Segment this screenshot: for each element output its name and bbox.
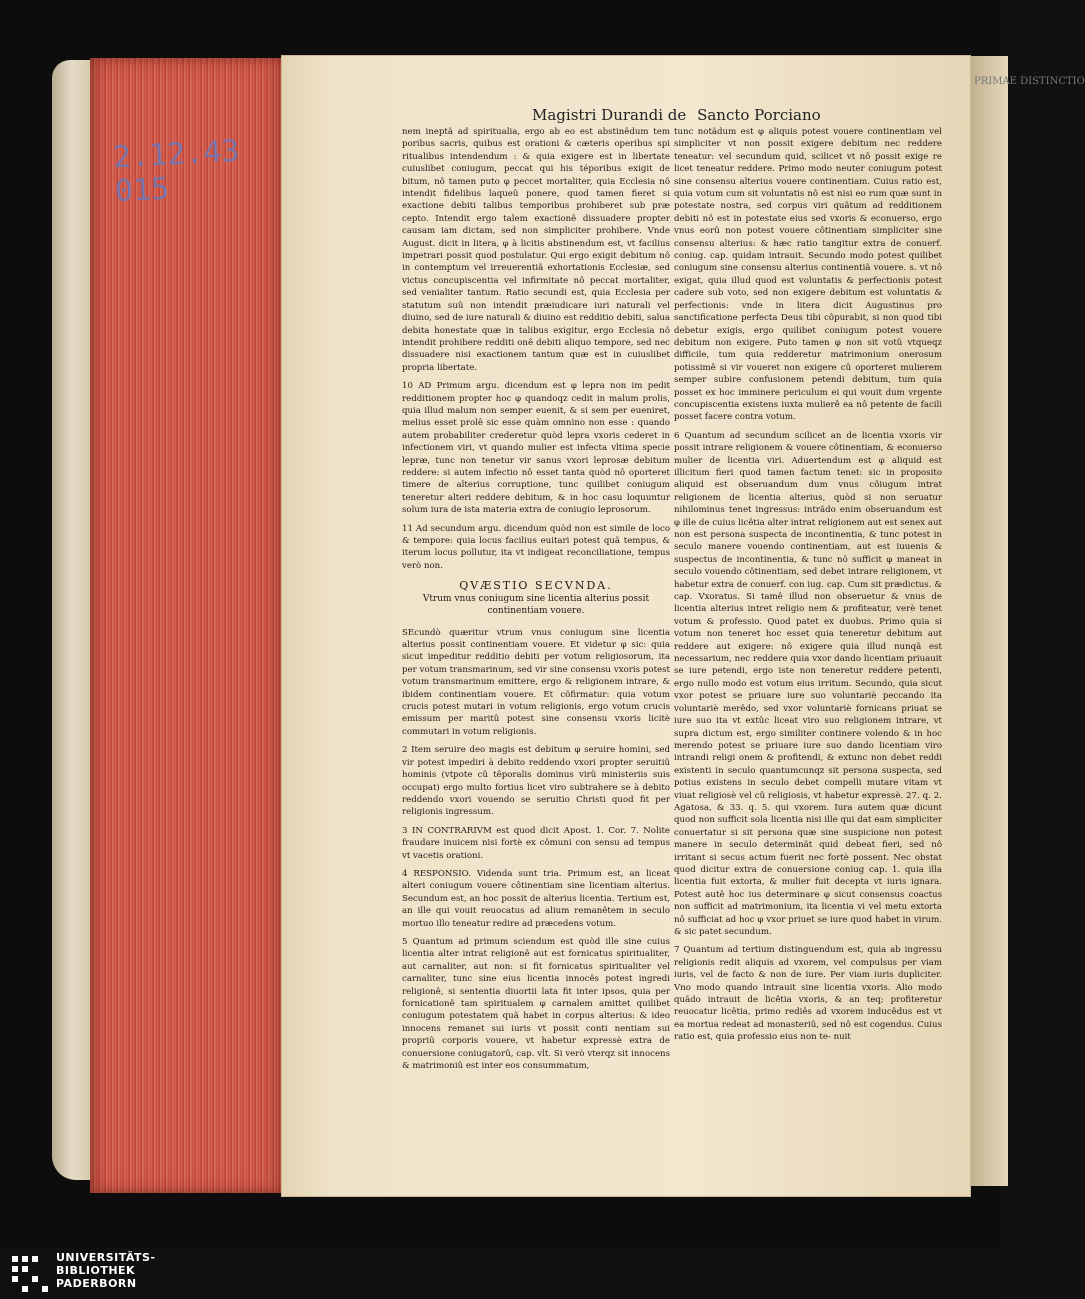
shelfmark-line-2: 015 <box>114 171 170 210</box>
paragraph: SEcundò quæritur vtrum vnus coniugum sine licentia alterius possit continentiam vouere. Et videtur φ sic: quia sicut impeditur redditio debiti per votum religiosorum, ita per votum transmarinum, sed vir sine consensu vxoris potest votum transmarinum emittere, ergo & religionem intrare, & ibidem continentiam vouere. Et cõfirmatur: quia votum crucis potest mutari in votum religionis, ergo votum crucis emissum per maritû potest sine consensu vxoris licitè commutari in votum religionis. <box>402 627 670 737</box>
paragraph: 2 Item seruire deo magis est debitum φ seruire homini, sed vir potest impediri à debito reddendo vxori propter seruitiû hominis (vtpote cû têporalis dominus virû ministeriis suis occupat) ergo multo fortius licet viro subtrahere se à debito reddendo vxori vouendo se seruitio Christi quod fit per religionis ingressum. <box>402 745 670 818</box>
paragraph: 4 RESPONSIO. Videnda sunt tria. Primum est, an liceat alteri coniugum vouere côtinentiam sine licentiam alterius. Secundum est, an hoc possit de alterius licentia. Tertium est, an ille qui vouit reuocatus ad alium remanêtem in seculo mortuo illo teneatur redire ad præcedens votum. <box>402 868 670 929</box>
paragraph: 6 Quantum ad secundum scilicet an de licentia vxoris vir possit intrare religionem & vouere côtinentiam, & econuerso mulier de licentia viri. Aduertendum est φ aliquid est illicitum fieri quod tamen factum tenet: sic in proposito aliquid est obseruandum dum vnus côiugum intrat religionem de licentia alterius, quòd si non seruatur nihilominus tenet ingressus: intrãdo enim obseruandum est φ ille de cuius licêtia alter intrat religionem aut est senex aut non est persona suspecta de incontinentia, & tunc potest in seculo manere vouendo continentiam, aut est iuuenis & suspectus de incontinentia, & tunc nô sufficit φ maneat in seculo vouendo côtinentiam, sed debet intrare religionem, vt habetur extra de conuerf. con iug. cap. Cum sit prædictus. & cap. Vxoratus. Si tamê illud non obseruetur & vnus de licentia alterius intret religio nem & profiteatur, verè tenet votum & professio. Quod patet ex duobus. Primo quia si votum non teneret hoc esset quia teneretur debitum aut reddere aut exigere: nô exigere quia illud nunqã est necessarium, nec reddere quia vxor dando licentiam priuauit se iure petendi, ergo iste non teneretur reddere petenti, ergo nullo modo est votum eius irritum. Secundo, quia sicut vxor potest se priuare iure suo voluntariè peccando ita voluntariè merêdo, sed vxor voluntariè fornicans priuat se iure suo ita vt extûc liceat viro suo religionem intrare, vt supra dictum est, ergo similiter continere volendo & in hoc merendo potest se priuare iure suo dando licentiam viro intrandi religi onem & profitendi, & extunc non debet reddi existenti in seculo quantumcunqz sit persona suspecta, sed potius existens in seculo debet compelli mutare vitam vt viuat religiosè vel cû religiosis, vt habetur expressè. 27. q. 2. Agatosa, & 33. q. 5. qui vxorem. Iura autem quæ dicunt quod non sufficit sola licentia nisi ille qui dat eam simpliciter conuertatur si sit persona quæ sine suspicione non potest manere in seculo determinãt quid debeat fieri, sed nô irritant si secus actum fuerit nec fortè possent. Nec obstat quod dicitur extra de conuersione coniug cap. 1. quia illa licentia fuit extorta, & mulier fuit decepta vt iuris ignara. Potest autê hoc ius determinare φ sicut consensus coactus non sufficit ad matrimonium, ita licentia vi vel metu extorta nô sufficiat ad hoc φ vxor priuet se iure quod habet in virum. & sic patet secundum. <box>674 430 942 937</box>
library-logo-icon <box>12 1256 48 1292</box>
left-column <box>402 126 670 1078</box>
paragraph: 3 IN CONTRARIVM est quod dicit Apost. 1. Cor. 7. Nolite fraudare inuicem nisi fortè ex cômuni con sensu ad tempus vt vacetis orationi. <box>402 825 670 861</box>
paragraph: nem ineptã ad spiritualia, ergo ab eo est abstinêdum tem poribus sacris, quibus est orationi & cæteris operibus spi ritualibus intendendum : & quia exigere est in libertate cuiuslibet coniugum, peccat qui his téporibus exigit de bitum, nô tamen puto φ peccet mortaliter, quia Ecclesia nô intendit fidelibus laqueû ponere, quod tamen fieret si exactione debiti talibus temporibus prohiberet sub præ cepto. Intendit ergo talem exactionê dissuadere propter causam iam dictam, sed non simpliciter prohibere. Vnde August. dicit in litera, φ à licitis abstinendum est, vt facilius impetrari possit quod postulatur. Qui ergo exigit debitum nô in contemptum vel irreuerentiã exhortationis Ecclesiæ, sed victus concupiscentia vel infirmitate nô peccat mortaliter, sed venialiter tantum. Ratio secundi est, quia Ecclesia per statutum suû non intendit præiudicare iuri naturali vel diuino, sed de iure naturali & diuino est redditio debiti, salua debita honestate quæ in talibus exigitur, ergo Ecclesia nô intendit prohibere redditi onê debiti aliquo tempore, sed nec dissuadere nisi exactionem tantum quæ est in cuiuslibet propria libertate. <box>402 127 670 373</box>
paragraph: 10 AD Primum argu. dicendum est φ lepra non im pedit redditionem propter hoc φ quandoqz cedit in malum prolis, quia illud malum non semper euenit, & si sem per eueniret, melius esset prolê sic esse quàm omnino non esse : quando autem probabiliter crederetur quòd lepra vxoris cederet in infectionem viri, vt quando mulier est infecta vltima specie lepræ, tunc non tenetur vir sanus vxori leprosæ debitum reddere: si autem infectio nô esset tanta quòd nô oporteret timere de alterius corruptione, tunc quilibet coniugum teneretur alteri reddere debitum, & in hoc casu loquuntur solum iura de ista materia extra de coniugio leprosorum. <box>402 381 670 516</box>
library-name-line: UNIVERSITÄTS- <box>56 1251 156 1264</box>
shelfmark-line-1: 2.12.43 <box>112 133 241 176</box>
paragraph: 11 Ad secundum argu. dicendum quòd non est simile de loco & tempore: quia locus facilius euitari potest quã tempus, & iterum locus pollutur, ita vt indigeat reconciliatione, tempus verò non. <box>402 523 670 571</box>
running-head <box>532 106 827 124</box>
running-head-right: Sancto Porciano <box>697 106 821 124</box>
library-name <box>56 1251 156 1290</box>
library-name-line: PADERBORN <box>56 1277 137 1290</box>
library-footer <box>0 1248 1000 1299</box>
paragraph: 5 Quantum ad primum sciendum est quòd ille sine cuius licentia alter intrat religionê aut est fornicatus spiritualiter, aut carnaliter, aut non: si fit fornicatus spiritualiter vel carnaliter, tunc sine eius licentia innocês potest ingredi religionê, si sententia diuortii lata fit inter ipsos, quia per fornicationê tam spiritualem φ carnalem amittet quilibet coniugum potestatem quã habet in corpus alterius: & ideo innocens remanet sui iuris vt possit conti nentiam sui propriû corporis vouere, vt habetur expressè extra de conuersione coniugatorû, cap. vlt. Si verò vterqz sit innocens & matrimoniû est inter eos consummatum, <box>402 936 670 1072</box>
library-name-line: BIBLIOTHEK <box>56 1264 136 1277</box>
book-page <box>282 56 970 1196</box>
facing-page-strip <box>968 56 1085 1186</box>
question-subtitle: Vtrum vnus coniugum sine licentia alterius possit continentiam vouere. <box>422 593 650 616</box>
question-title: QVÆSTIO SECVNDA. <box>459 579 613 593</box>
running-head-left: Magistri Durandi de <box>532 106 687 124</box>
paragraph: tunc notãdum est φ aliquis potest vouere continentiam vel simpliciter vt non possit exigere debitum nec reddere teneatur: vel secundum quid, scilicet vt nô possit exige re licet teneatur reddere. Primo modo neuter coniugum potest sine consensu alterius vouere continentiam. Cuius ratio est, quia votum cum sit voluntatis nô est nisi eo rum quæ sunt in potestate nostra, sed corpus viri quãtum ad redditionem debiti nô est in potestate eius sed vxoris & econuerso, ergo vnus eorû non potest vouere côtinentiam simpliciter sine consensu alterius: & hæc ratio tangitur extra de conuerf. coniug. cap. quidam intrauit. Secundo modo potest quilibet coniugum sine consensu alterius continentiã vouere. s. vt nô exigat, quia illud quod est voluntatis & perfectionis potest cadere sub voto, sed non exigere debitum est voluntatis & perfectionis: vnde in litera dicit Augustinus pro sanctificatione perfecta Deus tibi côpurabit, si non quod tibi debetur exigis, ergo quilibet coniugum potest vouere debitum non exigere. Puto tamen φ non sit votû vtqueqz difficile, tum quia redderetur matrimonium onerosum potissimê si vir voueret non exigere cû oporteret mulierem semper subire confusionem petendi debitum, tum quia posset ex hoc imminere periculum ei qui vouit dum vrgente concupiscentia existens iuxta mulierê ea nô petente de facili posset facere contra votum. <box>674 127 942 423</box>
shelfmark-annotation <box>112 135 242 210</box>
question-heading <box>402 580 670 616</box>
right-column <box>674 126 942 1050</box>
paragraph: 7 Quantum ad tertium distinguendum est, quia ab ingressu religionis redit aliquis ad vxorem, vel compulsus per viam iuris, vel de facto & non de iure. Per viam iuris dupliciter. Vno modo quando intrauit sine licentia vxoris. Alio modo quãdo intrauit de licêtia vxoris, & an teq; profiteretur reuocatur licêtia, primo rediês ad vxorem inducêdus est vt ea mortua redeat ad monasteriû, sed nô est cogendus. Cuius ratio est, quia professio eius non te- nuit <box>674 945 942 1043</box>
page-edge-block <box>90 58 290 1193</box>
facing-page-fragment: PRIMAE DISTINCTIO <box>974 76 1085 87</box>
